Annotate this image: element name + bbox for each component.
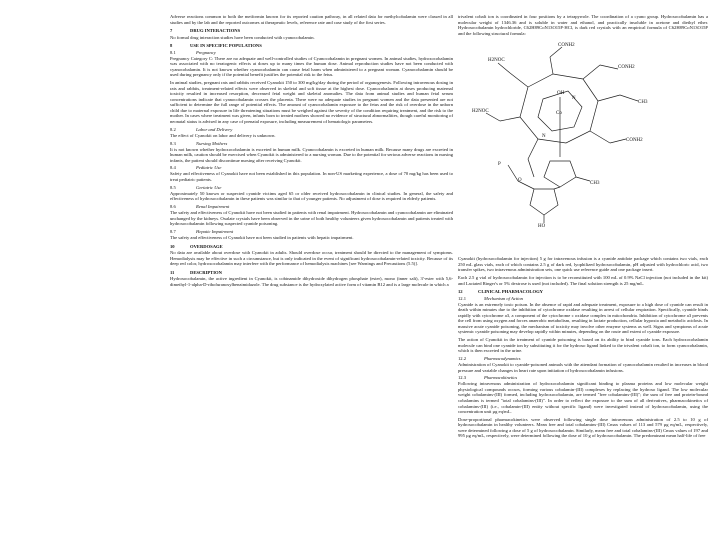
section-7-text: No formal drug interaction studies have been conducted with cyanocobalamin. xyxy=(170,34,315,40)
subsection-title: Pharmacodynamics xyxy=(484,356,521,361)
svg-text:H2NOC: H2NOC xyxy=(472,109,489,115)
subsection-number: 12.2 xyxy=(458,356,467,361)
section-12-heading xyxy=(458,289,708,295)
pharmacokinetics-paragraph-2: Dose-proportional pharmacokinetics were observed following single dose intravenous administration of 2.5 to 10 g of hydroxocobalamin in healthy volunteers. Mean free and total cobalamins-(III) Cmax values of 113 and 579 µg eq/mL, respectively, were determined following a dose of 5 g of hydroxocobalamin. Similarly, mean free and total cobalamins-(III) Cmax values of 197 and 995 µg eq/mL, respectively, were determined following the dose of 10 g of hydroxocobalamin. The predominant mean half-life of free xyxy=(458,416,708,439)
svg-text:CH3: CH3 xyxy=(590,181,600,187)
subsection-title: Pregnancy xyxy=(196,49,216,55)
structure-intro-paragraph: trivalent cobalt ion is coordinated in four positions by a tetrapyrrole. The coordination of a cyano group. Hydroxocobalamin has a molecular weight of 1346.36 and is soluble in water and ethanol, and practically insoluble in acetone and diethyl ether. Hydroxocobalamin hydrochloride, C62H89CoN13O15P·HCl, is dark red crystals with an empirical formula of C62H89CoN13O15P and the following structural formula: xyxy=(458,14,708,36)
subsection-number: 12.1 xyxy=(458,295,467,301)
section-title: DESCRIPTION xyxy=(190,269,222,275)
section-title: CLINICAL PHARMACOLOGY xyxy=(478,289,543,295)
svg-text:CH3: CH3 xyxy=(638,100,648,106)
subsection-title: Pharmacokinetics xyxy=(484,375,518,381)
nursing-paragraph: It is not known whether hydroxocobalamin is excreted in human milk. Cyanocobalamin is excreted in human milk. Because many drugs are excreted in human milk, caution should be exercised when Cyanokit is administered to a nursing woman. Due to the potential for serious adverse reactions in nursing infants, the patient should discontinue nursing after receiving Cyanokit. xyxy=(170,146,453,163)
section-12-1-heading xyxy=(458,296,708,302)
subsection-title: Nursing Mothers xyxy=(196,140,228,146)
svg-text:H2NOC: H2NOC xyxy=(488,58,505,64)
section-8-3-heading xyxy=(170,141,453,147)
subsection-number: 8.7 xyxy=(170,228,176,234)
subsection-number: 8.2 xyxy=(170,126,176,132)
svg-text:OH: OH xyxy=(557,91,565,97)
intro-paragraph: Adverse reactions common to both the metformin known for its reported caution pathway, in all related data for methylcobalamin were classed in all studies and by the lab and the reported outcomes at therapeutic levels, reference rate and case study of the first series. xyxy=(170,14,453,25)
pediatric-paragraph: Safety and effectiveness of Cyanokit have not been established in this population. In non-US marketing experience, a dose of 70 mg/kg has been used to treat pediatric patients. xyxy=(170,171,453,182)
section-8-4-heading xyxy=(170,165,453,171)
geriatric-paragraph: Approximately 50 known or suspected cyanide victims aged 65 or older received hydroxocobalamin in clinical studies. In general, the safety and effectiveness of hydroxocobalamin in these patients was similar to that of younger patients. No adjustment of dose is required in elderly patients. xyxy=(170,190,453,202)
left-column xyxy=(170,14,453,290)
section-number: 7 xyxy=(170,28,173,34)
section-title: DRUG INTERACTIONS xyxy=(190,28,241,34)
section-number: 11 xyxy=(170,269,175,275)
structural-formula-figure xyxy=(458,39,708,253)
section-8-5-heading xyxy=(170,185,453,191)
section-8-7-heading xyxy=(170,229,453,235)
reconstitution-paragraph: Each 2.5 g vial of hydroxocobalamin for injection is to be reconstituted with 100 mL of 0.9% NaCl injection (not included in the kit) and Lactated Ringer's or 5% dextrose is used (not included). The final solution strength is 25 mg/mL. xyxy=(458,275,708,286)
subsection-title: Labor and Delivery xyxy=(196,126,233,132)
subsection-title: Pediatric Use xyxy=(196,165,222,171)
ribose-ring xyxy=(530,189,558,215)
subsection-number: 8.5 xyxy=(170,184,176,190)
benzimidazole-ring xyxy=(544,161,576,187)
corrin-ring xyxy=(520,74,598,143)
labor-paragraph: The effect of Cyanokit on labor and delivery is unknown. xyxy=(170,132,276,138)
subsection-title: Hepatic Impairment xyxy=(196,228,234,234)
svg-text:P: P xyxy=(498,162,501,168)
section-10-heading xyxy=(170,244,453,250)
section-number: 12 xyxy=(458,289,463,295)
section-title: OVERDOSAGE xyxy=(190,243,223,249)
section-8-1-heading xyxy=(170,50,453,56)
svg-text:CONH2: CONH2 xyxy=(558,43,575,49)
svg-text:CONH2: CONH2 xyxy=(618,65,635,71)
cyanokit-description-paragraph: Cyanokit (hydroxocobalamin for injection) 5 g for intravenous infusion is a cyanide antidote package which contains two vials, each 250 mL glass vials, each of which contains 2.5 g of dark red, lyophilized hydroxocobalamin, pH adjusted with hydrochloric acid, two transfer spikes, two intravenous administration sets, one quick use reference guide and one package insert. xyxy=(458,256,708,273)
overdosage-paragraph: No data are available about overdose with Cyanokit in adults. Should overdose occur, treatment should be directed to the management of symptoms. Hemodialysis may be effective in such a circumstance, but is only indicated in the event of significant hydroxocobalamin-related toxicity. Because of its deep red color, hydroxocobalamin may interfere with the performance of hemodialysis machines [see Warnings and Precautions (5.5)]. xyxy=(170,250,453,267)
section-number: 8 xyxy=(170,43,173,49)
mechanism-paragraph-1: Cyanide is an extremely toxic poison. In the absence of rapid and adequate treatment, exposure to a high dose of cyanide can result in death within minutes due to the inhibition of cytochrome oxidase resulting in arrest of cellular respiration. Specifically, cyanide binds rapidly with cytochrome a3, a component of the cytochrome c oxidase complex in mitochondria. Inhibition of cytochrome a3 prevents the cell from using oxygen and forces anaerobic metabolism, resulting in lactate production, cellular hypoxia and metabolic acidosis. In massive acute cyanide poisoning, the mechanism of toxicity may involve other enzyme systems as well. Signs and symptoms of acute systemic cyanide poisoning may develop rapidly within minutes, depending on the route and extent of cyanide exposure. xyxy=(458,301,708,335)
section-12-3-heading xyxy=(458,375,708,381)
section-title: USE IN SPECIFIC POPULATIONS xyxy=(190,43,262,49)
section-11-heading xyxy=(170,270,453,276)
right-column xyxy=(458,14,708,441)
pharmacodynamics-paragraph: Administration of Cyanokit to cyanide-poisoned animals with the attendant formation of cyanocobalamin resulted in increases in blood pressure and variable changes in heart rate upon initiation of hydroxocobalamin infusions. xyxy=(458,362,708,373)
hepatic-paragraph: The safety and effectiveness of Cyanokit have not been studied in patients with hepatic impairment. xyxy=(170,234,354,240)
subsection-title: Renal Impairment xyxy=(196,204,230,210)
section-8-2-heading xyxy=(170,127,453,133)
section-number: 10 xyxy=(170,243,175,249)
svg-text:HO: HO xyxy=(538,224,546,228)
subsection-number: 8.6 xyxy=(170,204,176,210)
subsection-number: 8.4 xyxy=(170,165,176,171)
svg-text:N: N xyxy=(572,96,576,102)
structural-formula-drawing xyxy=(458,39,708,227)
renal-paragraph: The safety and effectiveness of Cyanokit have not been studied in patients with renal impairment. Hydroxocobalamin and cyanocobalamin are eliminated unchanged by the kidneys. Oxalate crystals have been observed in the urine of both healthy volunteers given hydroxocobalamin and patients treated with hydroxocobalamin following suspected cyanide poisoning. xyxy=(170,210,453,227)
svg-text:CONH2: CONH2 xyxy=(626,138,643,144)
svg-text:Co: Co xyxy=(556,111,562,117)
pharmacokinetics-paragraph-1: Following intravenous administration of hydroxocobalamin significant binding to plasma proteins and low molecular weight physiological compounds occurs, forming various cobalamin-(III) complexes by replacing the hydroxo ligand. The low molecular weight cobalamins-(III) formed, including hydroxocobalamin, are termed "free cobalamins-(III)"; the sum of free and protein-bound cobalamins is termed "total cobalamins-(III)". In order to reflect the exposure to the sum of all derivatives, pharmacokinetics of cobalamins-(III) (i.e., cobalamin-(III) entity without specific ligand) were investigated instead of hydroxocobalamin, using the concentration unit µg eq/mL. xyxy=(458,381,708,415)
subsection-title: Geriatric Use xyxy=(196,184,222,190)
pregnancy-paragraph-1: Pregnancy Category C: There are no adequate and well-controlled studies of Cyanocobalamin in pregnant women. In animal studies, hydroxocobalamin was associated with no teratogenic effects at doses up to many times the human dose. Animal reproduction studies have not been conducted with cyanocobalamin. It is not known whether cyanocobalamin can cause fetal harm when administered to a pregnant woman. Cyanocobalamin should be used during pregnancy only if the potential benefit justifies the potential risk to the fetus. xyxy=(170,55,453,78)
svg-text:O: O xyxy=(518,178,522,184)
mechanism-paragraph-2: The action of Cyanokit in the treatment of cyanide poisoning is based on its ability to bind cyanide ions. Each hydroxocobalamin molecule can bind one cyanide ion by substituting it for the hydroxo ligand linked to the trivalent cobalt ion, to form cyanocobalamin, which is then excreted in the urine. xyxy=(458,337,708,354)
description-paragraph: Hydroxocobalamin, the active ingredient in Cyanokit, is cobinamide dihydroxide dihydrogen phosphate (ester), mono (inner salt), 3'-ester with 5,6-dimethyl-1-alpha-D-ribofuranosylbenzimidazole. The drug substance is the hydroxylated active form of vitamin B12 and is a large molecule in which a xyxy=(170,276,453,287)
subsection-number: 12.3 xyxy=(458,375,467,381)
svg-text:N: N xyxy=(542,134,546,140)
subsection-title: Mechanism of Action xyxy=(484,295,523,301)
section-12-2-heading xyxy=(458,356,708,362)
pregnancy-paragraph-2: In animal studies, pregnant rats and rabbits received Cyanokit 150 to 300 mg/kg/day during the period of organogenesis. Following intravenous dosing in rats and rabbits, treatment-related effects were observed in skeletal and soft tissue at the highest dose. Cyanocobalamin at doses producing maternal toxicity resulted in increased resorption, decreased fetal weight and skeletal anomalies. The data from animal studies and human fetal serum concentrations indicate that cyanocobalamin crosses the placenta. There were no adequate studies in pregnant women and the data presented are not sufficient to determine the full range of potential effects. The amount of cyanocobalamin exposure to the fetus and the risk of overdose in the unborn child due to maternal exposure in life threatening situations must be weighed against the severity of the condition requiring treatment, and the risk to the mother. In cases where treatment was given, infants born to treated mothers showed no evidence of structural abnormalities, though careful monitoring of neonatal status is advised in any case of prenatal exposure, including measurement of hematologic parameters. xyxy=(170,80,453,124)
subsection-number: 8.3 xyxy=(170,140,176,146)
section-8-heading xyxy=(170,43,453,49)
subsection-number: 8.1 xyxy=(170,49,176,55)
section-8-6-heading xyxy=(170,204,453,210)
section-7-heading xyxy=(170,28,453,34)
